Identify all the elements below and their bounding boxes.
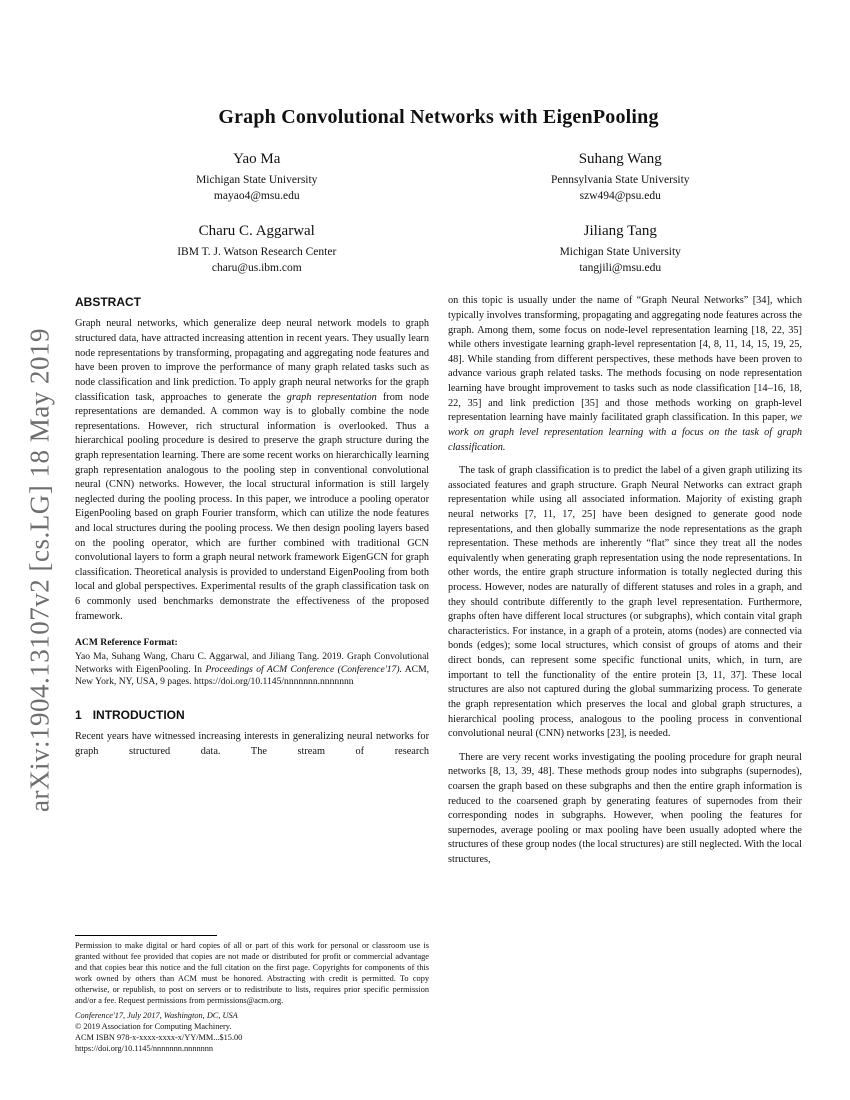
section-heading-introduction (75, 707, 429, 724)
two-column-body (75, 294, 802, 1054)
acm-reference-text: Yao Ma, Suhang Wang, Charu C. Aggarwal, and Jiliang Tang. 2019. Graph Convolutional Networks with EigenPooling. In Proceedings of ACM Conference (Conference'17). ACM, New York, NY, USA, 9 pages. https://doi.org/10.1145/nnnnnnn.nnnnnnn (75, 650, 429, 688)
author-email: mayao4@msu.edu (213, 189, 300, 202)
author-block (75, 151, 439, 205)
author-block (439, 223, 803, 277)
author-email: charu@us.ibm.com (211, 261, 302, 274)
paper-title: Graph Convolutional Networks with EigenPooling (218, 106, 659, 128)
author-name: Jiliang Tang (583, 222, 657, 239)
body-paragraph: There are very recent works investigating the pooling procedure for graph neural networks [8, 13, 39, 48]. These methods group nodes into subgraphs (supernodes), coarsen the graph based on these subgraphs and then the entire graph information is reduced to the coarsened graph by generating features of supernodes from their corresponding nodes in subgraphs. However, when pooling the features for supernodes, average pooling or max pooling have been usually adopted where the structures of these group nodes (the local structures) are still neglected. With the local structures, (448, 751, 802, 865)
authors-block (75, 151, 802, 276)
author-affiliation: IBM T. J. Watson Research Center (177, 245, 337, 258)
paper-content (75, 0, 802, 1054)
footnote-isbn: ACM ISBN 978-x-xxxx-xxxx-x/YY/MM...$15.00 (75, 1033, 243, 1043)
author-name: Charu C. Aggarwal (198, 222, 315, 239)
author-email: szw494@psu.edu (579, 189, 661, 202)
abstract-paragraph: Graph neural networks, which generalize deep neural network models to graph structured data, have attracted increasing attention in recent years. They usually learn node representations by transforming, propagating and aggregating node features and have been proven to improve the performance of many graph related tasks such as node classification and link prediction. To apply graph neural networks for the graph classification task, approaches to generate the graph representation from node representations are demanded. A common way is to globally combine the node representations. However, rich structural information is overlooked. Thus a hierarchical pooling procedure is desired to preserve the graph structure during the graph representation learning. There are some recent works on hierarchically learning graph representation analogous to the pooling step in conventional convolutional neural (CNN) networks. However, the local structural information is still largely neglected during the pooling process. In this paper, we introduce a pooling operator EigenPooling based on graph Fourier transform, which can utilize the node features and local structures during the pooling process. We then design pooling layers based on the pooling operator, which are further combined with traditional GCN convolutional layers to form a graph neural network framework EigenGCN for graph classification. Theoretical analysis is provided to understand EigenPooling from both local and global perspectives. Experimental results of the graph classification task on 6 commonly used benchmarks demonstrate the effectiveness of the proposed framework. (75, 318, 429, 622)
footnote-copyright: © 2019 Association for Computing Machinery. (75, 1022, 232, 1032)
author-name: Yao Ma (233, 151, 281, 167)
author-email: tangjili@msu.edu (579, 261, 662, 274)
author-affiliation: Michigan State University (559, 245, 681, 258)
footnote-conference: Conference'17, July 2017, Washington, DC, USA (75, 1011, 238, 1021)
body-paragraph: on this topic is usually under the name of “Graph Neural Networks” [34], which typically involves transforming, propagating and aggregating node features across the graph. Among them, some focus on node-level representation learning [18, 22, 35] while others investigate learning graph-level representation [4, 8, 11, 14, 15, 19, 25, 48]. While standing from different perspectives, these methods have been proven to advance various graph related tasks. The methods focusing on node representation learning have brought improvement to tasks such as node classification [14–16, 18, 22, 35] and link prediction [35] and those methods working on graph-level representation learning have mainly facilitated graph classification. In this paper, we work on graph level representation learning with a focus on the task of graph classification. (448, 295, 802, 453)
author-affiliation: Michigan State University (196, 174, 318, 186)
right-column (448, 294, 802, 1054)
arxiv-watermark: arXiv:1904.13107v2 [cs.LG] 18 May 2019 (24, 328, 55, 812)
footnote-doi: https://doi.org/10.1145/nnnnnnn.nnnnnnn (75, 1044, 214, 1054)
author-block (439, 151, 803, 205)
left-column (75, 294, 429, 1054)
footnote-permission: Permission to make digital or hard copies of all or part of this work for personal or classroom use is granted without fee provided that copies are not made or distributed for profit or commercial advantage and that copies bear this notice and the full citation on the first page. Copyrights for components of this work owned by others than ACM must be honored. Abstracting with credit is permitted. To copy otherwise, or republish, to post on servers or to redistribute to lists, requires prior specific permission and/or a fee. Request permissions from permissions@acm.org. (75, 941, 429, 1006)
author-name: Suhang Wang (578, 151, 662, 167)
footnote-block (75, 935, 429, 1054)
section-title: INTRODUCTION (92, 708, 185, 723)
abstract-heading: ABSTRACT (75, 295, 141, 310)
section-number: 1 (75, 708, 82, 723)
footnote-rule (75, 935, 217, 936)
author-block (75, 223, 439, 277)
author-affiliation: Pennsylvania State University (550, 174, 690, 186)
body-paragraph: The task of graph classification is to predict the label of a given graph utilizing its associated features and graph structure. Graph Neural Networks can extract graph representation while using all associated information. Majority of existing graph neural networks [7, 11, 17, 25] have been designed to generate good node representations, and then globally summarize the node representations as the graph representation. These methods are inherently “flat” since they treat all the nodes equivalently when generating graph representation using the node representations. In other words, the entire graph structure information is totally neglected during this process. However, nodes are naturally of different statuses and roles in a graph, and they should contribute differently to the graph level representation. Furthermore, graphs often have different local structures (or subgraphs), which contain vital graph characteristics. For instance, in a graph of a protein, atoms (nodes) are connected via bonds (edges); some local structures, which consist of groups of atoms and their direct bonds, can represent some specific functional units, which, in turn, are important to tell the functionality of the entire protein [3, 11, 37]. These local structures are also not captured during the global summarizing process. To generate the graph representation which preserves the local and global graph structures, a hierarchical pooling process, analogous to the pooling process in conventional convolutional neural (CNN) networks [23], is needed. (448, 465, 802, 740)
acm-reference-heading: ACM Reference Format: (75, 637, 178, 649)
introduction-paragraph: Recent years have witnessed increasing interests in generalizing neural networks for graph structured data. The stream of research (75, 731, 429, 757)
